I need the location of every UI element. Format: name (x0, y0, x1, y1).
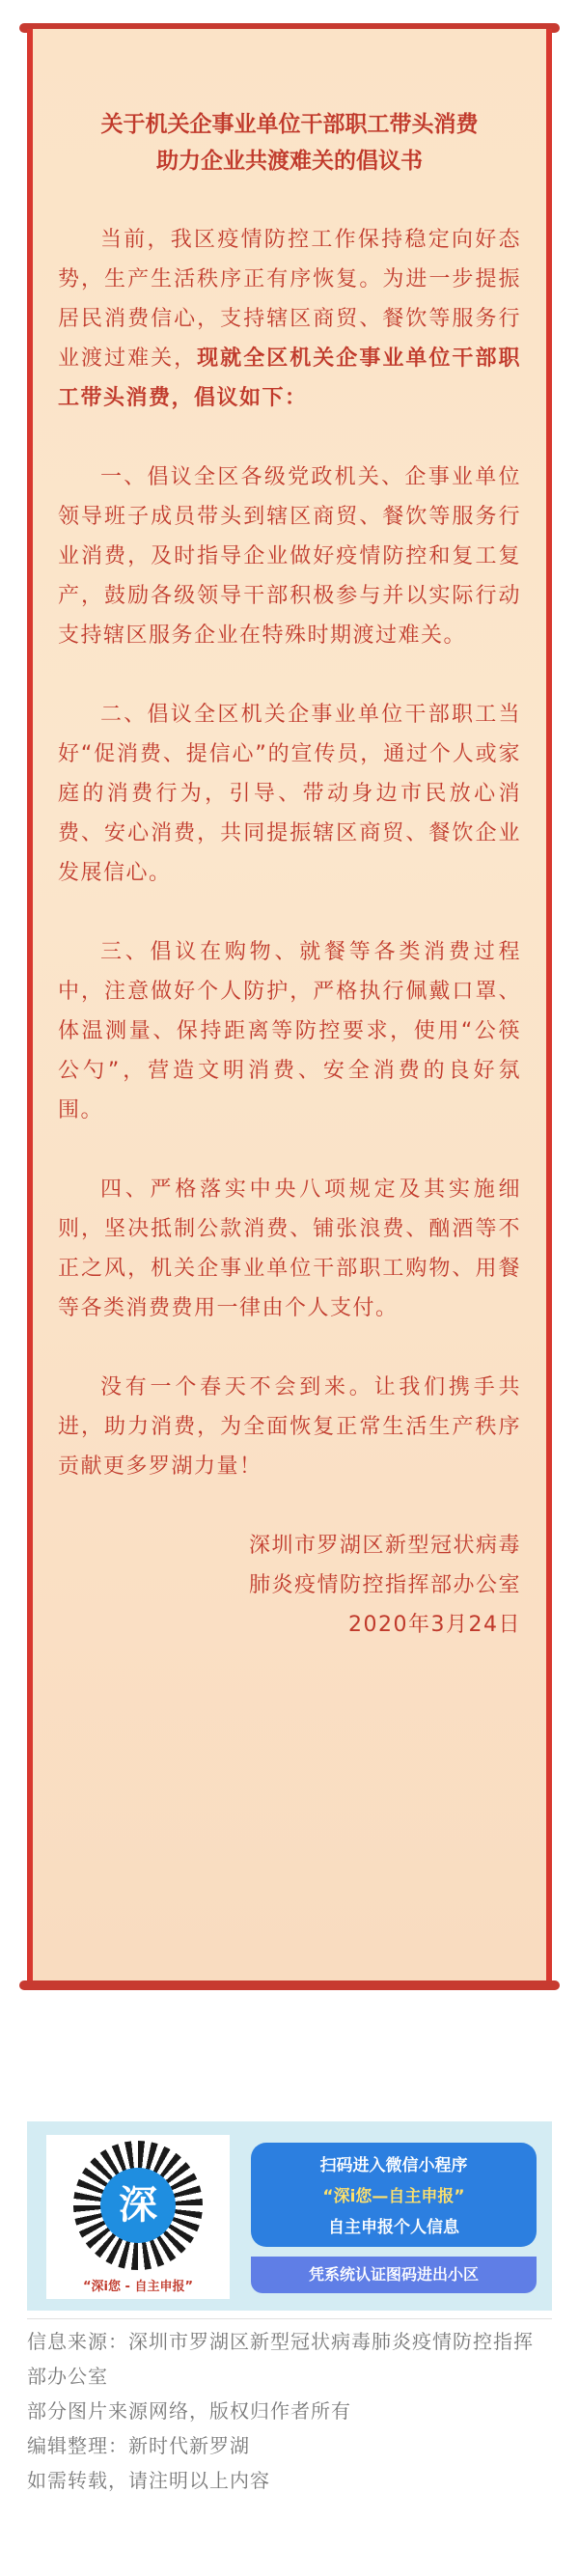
article-info (27, 2324, 552, 2498)
proposal-title (58, 106, 521, 180)
paragraph-closing: 没有一个春天不会到来。让我们携手共进，助力消费，为全面恢复正常生活生产秩序贡献更多罗湖力量！ (58, 1375, 521, 1479)
signature-block (58, 1526, 521, 1645)
paragraph-item-2: 二、倡议全区机关企事业单位干部职工当好“促消费、提信心”的宣传员，通过个人或家庭的消费行为，引导、带动身边市民放心消费、安心消费，共同提振辖区商贸、餐饮企业发展信心。 (58, 703, 521, 885)
signature-date: 2020年3月24日 (348, 1613, 521, 1637)
mini-program-banner (27, 2121, 552, 2311)
intro-text: 当前，我区疫情防控工作保持稳定向好态势，生产生活秩序正有序恢复。为进一步提振居民消费信心，支持辖区商贸、餐饮等服务行业渡过难关， (58, 228, 521, 371)
info-repost: 如需转载，请注明以上内容 (27, 2469, 270, 2492)
promo-card (251, 2143, 537, 2247)
paragraph-item-3: 三、倡议在购物、就餐等各类消费过程中，注意做好个人防护，严格执行佩戴口罩、体温测量、保持距离等防控要求，使用“公筷公勺”，营造文明消费、安全消费的良好氛围。 (58, 940, 521, 1122)
signature-line-2: 肺炎疫情防控指挥部办公室 (248, 1573, 521, 1597)
promo-line-2: “深i您—自主申报” (322, 2187, 465, 2206)
info-editor: 编辑整理：新时代新罗湖 (27, 2434, 250, 2457)
intro-bold-text: 现就全区机关企事业单位干部职工带头消费， (58, 346, 521, 410)
promo-strip: 凭系统认证图码进出小区 (251, 2257, 537, 2293)
qr-logo-icon: 深 (100, 2168, 176, 2243)
footer-divider (27, 2318, 552, 2319)
paragraph-item-4: 四、严格落实中央八项规定及其实施细则，坚决抵制公款消费、铺张浪费、酗酒等不正之风，机关企事业单位干部职工购物、用餐等各类消费费用一律由个人支付。 (58, 1177, 521, 1320)
title-line-1: 关于机关企事业单位干部职工带头消费 (100, 112, 479, 137)
proposal-content (58, 106, 521, 1645)
promo-line-1: 扫码进入微信小程序 (319, 2156, 468, 2175)
promo-line-3: 自主申报个人信息 (328, 2218, 459, 2237)
info-source: 信息来源：深圳市罗湖区新型冠状病毒肺炎疫情防控指挥部办公室 (27, 2330, 534, 2388)
signature-line-1: 深圳市罗湖区新型冠状病毒 (248, 1534, 521, 1558)
qr-caption: “深i您 - 自主申报” (83, 2280, 193, 2294)
paragraph-intro (58, 220, 521, 418)
scroll-bottom-rod (19, 1980, 560, 1990)
info-images: 部分图片来源网络，版权归作者所有 (27, 2399, 351, 2423)
intro-bold-tail: 倡议如下： (194, 386, 308, 410)
title-line-2: 助力企业共渡难关的倡议书 (156, 149, 423, 174)
qr-code-area[interactable] (46, 2135, 230, 2299)
paragraph-item-1: 一、倡议全区各级党政机关、企事业单位领导班子成员带头到辖区商贸、餐饮等服务行业消费，及时指导企业做好疫情防控和复工复产，鼓励各级领导干部积极参与并以实际行动支持辖区服务企业在特殊时期渡过难关。 (58, 465, 521, 648)
